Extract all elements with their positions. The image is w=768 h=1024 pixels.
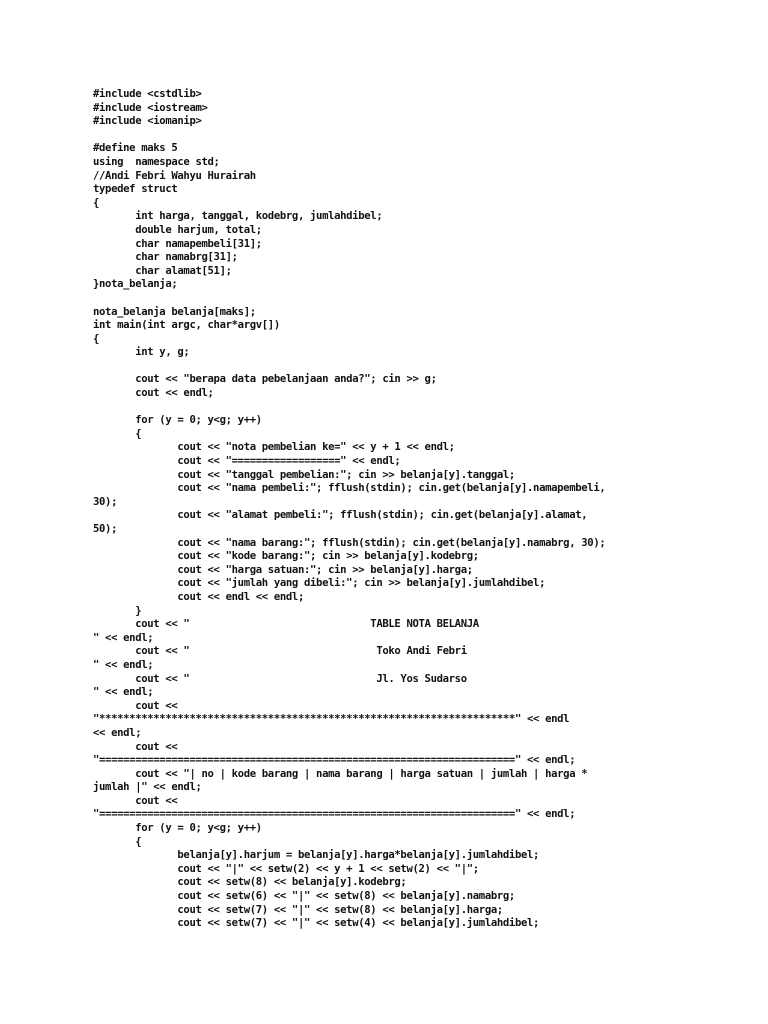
code-line: cout << setw(6) << "|" << setw(8) << belanja[y].namabrg; xyxy=(93,890,515,903)
code-line xyxy=(93,401,693,415)
code-line: cout << endl; xyxy=(93,387,214,400)
code-line: cout << setw(8) << belanja[y].kodebrg; xyxy=(93,876,407,889)
code-line: << endl; xyxy=(93,726,142,739)
code-line: cout << " Toko Andi Febri xyxy=(93,645,467,658)
code-line: { xyxy=(93,427,142,440)
code-line: cout << "harga satuan:"; cin >> belanja[y].harga; xyxy=(93,563,473,576)
code-line: cout << xyxy=(93,794,178,807)
code-line: cout << "alamat pembeli:"; fflush(stdin); cin.get(belanja[y].alamat, xyxy=(93,509,588,522)
code-line: cout << endl << endl; xyxy=(93,590,304,603)
code-line: 50); xyxy=(93,523,118,535)
code-line: 30); xyxy=(93,495,118,508)
code-line: #include <iostream> xyxy=(93,101,208,114)
code-line: cout << xyxy=(93,699,178,712)
code-line: cout << "kode barang:"; cin >> belanja[y].kodebrg; xyxy=(93,550,479,563)
code-line: char namabrg[31]; xyxy=(93,251,238,264)
code-line: " << endl; xyxy=(93,686,154,699)
code-line: } xyxy=(93,604,142,617)
code-line: nota_belanja belanja[maks]; xyxy=(93,305,256,318)
code-line xyxy=(93,129,693,143)
code-line: " << endl; xyxy=(93,631,154,644)
code-line: cout << " Jl. Yos Sudarso xyxy=(93,672,467,685)
code-line: "=====================================================================" << endl; xyxy=(93,808,576,821)
code-line: cout << "|" << setw(2) << y + 1 << setw(2) << "|"; xyxy=(93,862,479,875)
code-line: for (y = 0; y<g; y++) xyxy=(93,822,262,835)
code-line: }nota_belanja; xyxy=(93,278,178,291)
code-line: cout << "tanggal pembelian:"; cin >> belanja[y].tanggal; xyxy=(93,468,515,481)
code-line: "=====================================================================" << endl; xyxy=(93,754,576,767)
code-line: cout << "==================" << endl; xyxy=(93,455,401,468)
code-line: jumlah |" << endl; xyxy=(93,781,202,794)
code-line: { xyxy=(93,835,142,848)
code-line: " << endl; xyxy=(93,658,154,671)
code-line xyxy=(93,292,693,306)
code-line: using namespace std; xyxy=(93,155,220,168)
code-line: //Andi Febri Wahyu Hurairah xyxy=(93,169,256,182)
code-line: int y, g; xyxy=(93,346,190,359)
code-line: cout << "berapa data pebelanjaan anda?"; cin >> g; xyxy=(93,373,437,386)
code-line: typedef struct xyxy=(93,183,178,196)
code-line: #include <iomanip> xyxy=(93,115,202,128)
code-line: cout << "nama pembeli:"; fflush(stdin); cin.get(belanja[y].namapembeli, xyxy=(93,482,606,495)
code-line: cout << "jumlah yang dibeli:"; cin >> belanja[y].jumlahdibel; xyxy=(93,577,546,590)
code-line: "*********************************************************************" << endl xyxy=(93,713,570,726)
code-line: cout << " TABLE NOTA BELANJA xyxy=(93,618,479,631)
source-code-listing xyxy=(93,88,693,931)
code-line: int main(int argc, char*argv[]) xyxy=(93,319,280,332)
code-line: cout << "nota pembelian ke=" << y + 1 << endl; xyxy=(93,441,455,454)
code-line: for (y = 0; y<g; y++) xyxy=(93,414,262,427)
code-line: { xyxy=(93,196,100,209)
code-line: belanja[y].harjum = belanja[y].harga*belanja[y].jumlahdibel; xyxy=(93,849,540,862)
code-line: double harjum, total; xyxy=(93,223,262,236)
code-line: int harga, tanggal, kodebrg, jumlahdibel; xyxy=(93,210,383,223)
code-line: { xyxy=(93,332,100,345)
code-line xyxy=(93,360,693,374)
code-line: #include <cstdlib> xyxy=(93,88,202,100)
code-line: char alamat[51]; xyxy=(93,264,232,277)
code-line: cout << "nama barang:"; fflush(stdin); cin.get(belanja[y].namabrg, 30); xyxy=(93,536,606,549)
code-line: char namapembeli[31]; xyxy=(93,237,262,250)
code-line: cout << setw(7) << "|" << setw(8) << belanja[y].harga; xyxy=(93,903,503,916)
code-line: cout << "| no | kode barang | nama barang | harga satuan | jumlah | harga * xyxy=(93,767,588,780)
code-line: cout << xyxy=(93,740,178,753)
code-line: cout << setw(7) << "|" << setw(4) << belanja[y].jumlahdibel; xyxy=(93,917,540,930)
code-line: #define maks 5 xyxy=(93,142,178,155)
